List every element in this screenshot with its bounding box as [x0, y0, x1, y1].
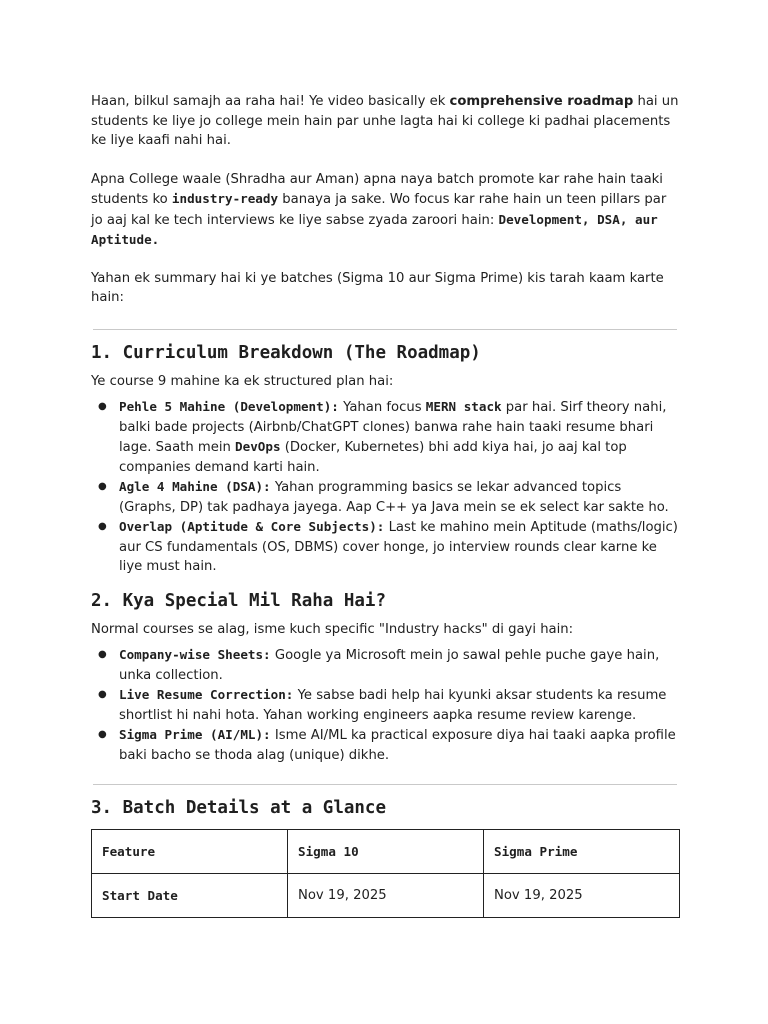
table-header-cell: Feature — [92, 830, 288, 874]
list-item: ● Sigma Prime (AI/ML): Isme AI/ML ka practical exposure diya hai taaki aapka profile baki bacho se thoda alag (unique) dikhe. — [98, 727, 676, 763]
table-cell: Start Date — [92, 874, 288, 918]
list-item: ● Agle 4 Mahine (DSA): Yahan programming basics se lekar advanced topics (Graphs, DP) tak padhaya jayega. Aap C++ ya Java mein se ek select kar sakte ho. — [98, 479, 669, 515]
section-divider — [93, 784, 677, 785]
table-cell: Nov 19, 2025 — [288, 874, 484, 918]
document-page — [91, 92, 681, 918]
special-list — [91, 645, 681, 765]
special-heading: 2. Kya Special Mil Raha Hai? — [91, 590, 387, 611]
section-divider — [93, 329, 677, 330]
table-header-row — [92, 830, 680, 874]
bullet-icon: ● — [98, 649, 107, 660]
list-item: ● Overlap (Aptitude & Core Subjects): Last ke mahino mein Aptitude (maths/logic) aur CS fundamentals (OS, DBMS) cover honge, jo interview rounds clear karne ke liye must hain. — [98, 519, 678, 574]
list-item: ● Live Resume Correction: Ye sabse badi help hai kyunki aksar students ka resume shortlist hi nahi hota. Yahan working engineers aapka resume review karenge. — [98, 687, 667, 723]
intro-paragraph-2: Apna College waale (Shradha aur Aman) apna naya batch promote kar rahe hain taaki students ko industry-ready banaya ja sake. Wo focus kar rahe hain un teen pillars par jo aaj kal ke tech interviews ke liye sabse zyada zaroori hain: Development, DSA, aur Aptitude. — [91, 171, 667, 247]
curriculum-list — [91, 397, 681, 577]
bullet-icon: ● — [98, 481, 107, 492]
intro-paragraph-1: Haan, bilkul samajh aa raha hai! Ye video basically ek comprehensive roadmap hai un students ke liye jo college mein hain par unhe lagta hai ki college ki padhai placements ke liye kaafi nahi hai. — [91, 94, 679, 148]
table-cell: Nov 19, 2025 — [484, 874, 680, 918]
bullet-icon: ● — [98, 689, 107, 700]
table-row — [92, 874, 680, 918]
table-header-cell: Sigma Prime — [484, 830, 680, 874]
list-item: ● Company-wise Sheets: Google ya Microsoft mein jo sawal pehle puche gaye hain, unka collection. — [98, 647, 660, 683]
batch-details-table — [91, 829, 680, 918]
batch-heading: 3. Batch Details at a Glance — [91, 798, 387, 818]
bullet-icon: ● — [98, 521, 107, 532]
list-item: ● Pehle 5 Mahine (Development): Yahan focus MERN stack par hai. Sirf theory nahi, balki bade projects (Airbnb/ChatGPT clones) banwa rahe hain taaki resume bhari lage. Saath mein DevOps (Docker, Kubernetes) bhi add kiya hai, jo aaj kal top companies demand karti hain. — [98, 399, 667, 475]
special-lead: Normal courses se alag, isme kuch specific "Industry hacks" di gayi hain: — [91, 621, 574, 637]
bullet-icon: ● — [98, 729, 107, 740]
table-header-cell: Sigma 10 — [288, 830, 484, 874]
curriculum-heading: 1. Curriculum Breakdown (The Roadmap) — [91, 342, 481, 363]
bullet-icon: ● — [98, 401, 107, 412]
intro-paragraph-3: Yahan ek summary hai ki ye batches (Sigma 10 aur Sigma Prime) kis tarah kaam karte hain: — [91, 270, 664, 305]
curriculum-lead: Ye course 9 mahine ka ek structured plan hai: — [91, 373, 394, 389]
